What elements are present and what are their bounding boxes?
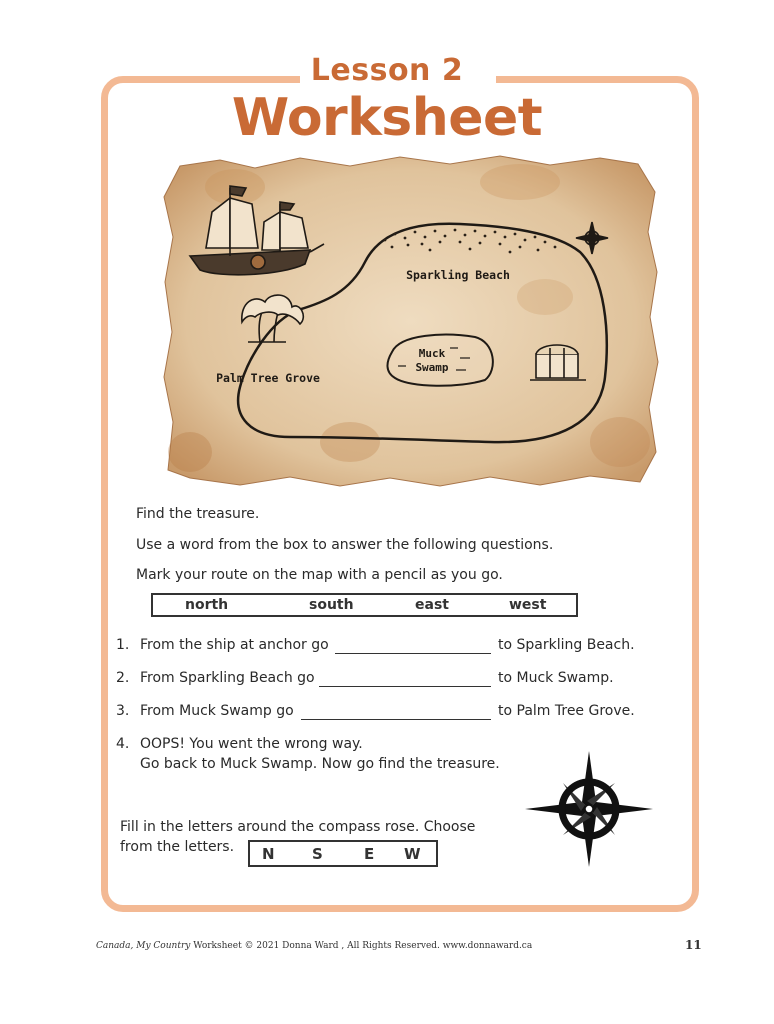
letter-w: W bbox=[404, 845, 421, 863]
map-label-beach: Sparkling Beach bbox=[406, 268, 510, 282]
question-3-number: 3. bbox=[116, 703, 130, 719]
question-3-after: to Palm Tree Grove. bbox=[498, 703, 635, 719]
question-2-number: 2. bbox=[116, 670, 130, 686]
footer-book-title: Canada, My Country bbox=[96, 941, 191, 951]
footer-copyright: Worksheet © 2021 Donna Ward , All Rights Reserved. www.donnaward.ca bbox=[190, 941, 533, 951]
question-4-line1: OOPS! You went the wrong way. bbox=[140, 736, 363, 752]
compass-rose-icon bbox=[523, 748, 655, 870]
map-label-swamp-line2: Swamp bbox=[415, 361, 449, 374]
question-1-text: From the ship at anchor go bbox=[140, 637, 329, 653]
question-4-number: 4. bbox=[116, 736, 130, 752]
map-label-swamp-line1: Muck bbox=[418, 347, 446, 360]
word-west: west bbox=[509, 597, 547, 613]
compass-task-line2: from the letters. bbox=[120, 839, 235, 855]
instruction-mark-route: Mark your route on the map with a pencil as you go. bbox=[136, 567, 503, 583]
word-north: north bbox=[185, 597, 229, 613]
instruction-find: Find the treasure. bbox=[136, 506, 260, 522]
question-1-after: to Sparkling Beach. bbox=[498, 637, 635, 653]
treasure-map bbox=[160, 152, 660, 492]
word-east: east bbox=[415, 597, 449, 613]
letter-e: E bbox=[364, 845, 375, 863]
answer-3-blank[interactable] bbox=[301, 719, 491, 720]
letter-box bbox=[248, 840, 438, 867]
page-title: Worksheet bbox=[231, 88, 543, 148]
question-3-text: From Muck Swamp go bbox=[140, 703, 294, 719]
question-4-line2: Go back to Muck Swamp. Now go find the treasure. bbox=[140, 756, 500, 772]
word-south: south bbox=[309, 597, 354, 613]
answer-1-blank[interactable] bbox=[335, 653, 491, 654]
page-number: 11 bbox=[685, 938, 702, 952]
instruction-use-word: Use a word from the box to answer the following questions. bbox=[136, 537, 554, 553]
letter-s: S bbox=[312, 845, 323, 863]
question-2-text: From Sparkling Beach go bbox=[140, 670, 315, 686]
question-2-after: to Muck Swamp. bbox=[498, 670, 614, 686]
word-box bbox=[151, 593, 578, 617]
footer-credit bbox=[96, 941, 532, 951]
question-1-number: 1. bbox=[116, 637, 130, 653]
lesson-heading: Lesson 2 bbox=[310, 53, 464, 88]
answer-2-blank[interactable] bbox=[319, 686, 491, 687]
compass-task-line1: Fill in the letters around the compass rose. Choose bbox=[120, 819, 476, 835]
letter-n: N bbox=[262, 845, 275, 863]
map-label-grove: Palm Tree Grove bbox=[216, 371, 320, 385]
